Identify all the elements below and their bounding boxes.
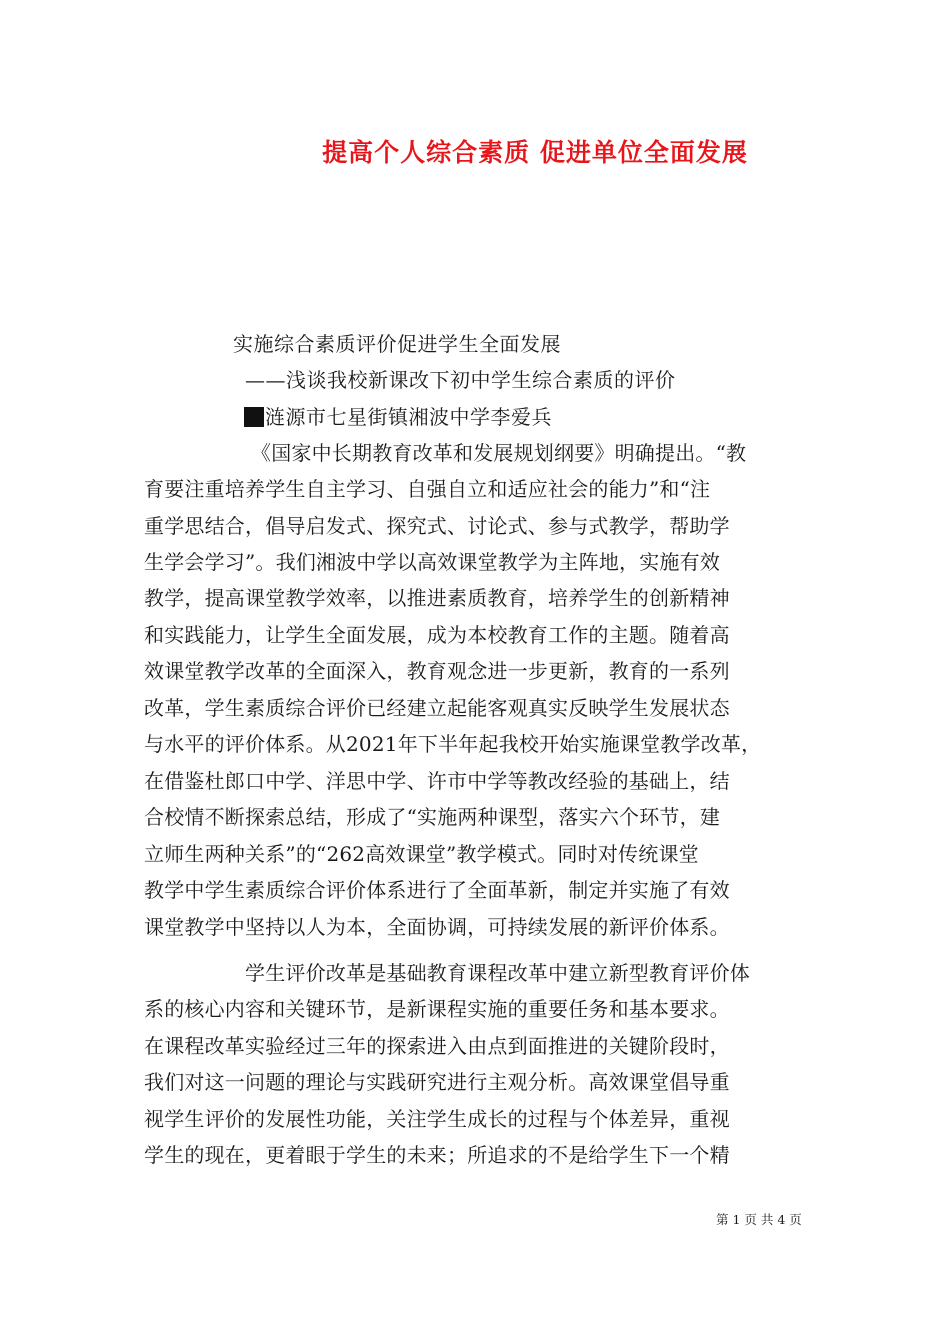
paragraph-line: 教学中学生素质综合评价体系进行了全面革新，制定并实施了有效 bbox=[144, 878, 730, 902]
paragraph-line: 学生的现在，更着眼于学生的未来；所追求的不是给学生下一个精 bbox=[144, 1143, 730, 1167]
document-subtitle: 实施综合素质评价促进学生全面发展 bbox=[233, 332, 561, 356]
paragraph-line: 效课堂教学改革的全面深入，教育观念进一步更新，教育的一系列 bbox=[144, 659, 730, 683]
paragraph-line: 我们对这一问题的理论与实践研究进行主观分析。高效课堂倡导重 bbox=[144, 1070, 730, 1094]
paragraph-line: 在课程改革实验经过三年的探索进入由点到面推进的关键阶段时， bbox=[144, 1034, 730, 1058]
document-title: 提高个人综合素质 促进单位全面发展 bbox=[322, 138, 748, 167]
paragraph-line: 和实践能力，让学生全面发展，成为本校教育工作的主题。随着高 bbox=[144, 623, 730, 647]
paragraph-line: 学生评价改革是基础教育课程改革中建立新型教育评价体 bbox=[245, 961, 750, 985]
paragraph-line: 《国家中长期教育改革和发展规划纲要》明确提出。“教 bbox=[251, 441, 747, 465]
paragraph-line: 合校情不断探索总结，形成了“实施两种课型，落实六个环节，建 bbox=[144, 805, 721, 829]
paragraph-line: 在借鉴杜郎口中学、洋思中学、许市中学等教改经验的基础上，结 bbox=[144, 769, 730, 793]
square-bullet-icon bbox=[244, 407, 264, 427]
paragraph-line: 系的核心内容和关键环节，是新课程实施的重要任务和基本要求。 bbox=[144, 997, 730, 1021]
paragraph-line: 教学，提高课堂教学效率，以推进素质教育，培养学生的创新精神 bbox=[144, 586, 730, 610]
author-name: 涟源市七星街镇湘波中学李爱兵 bbox=[265, 405, 552, 429]
paragraph-line: 与水平的评价体系。从2021年下半年起我校开始实施课堂教学改革， bbox=[144, 732, 762, 756]
document-subheading: ——浅谈我校新课改下初中学生综合素质的评价 bbox=[245, 368, 676, 392]
paragraph-line: 立师生两种关系”的“262高效课堂”教学模式。同时对传统课堂 bbox=[144, 842, 699, 866]
author-line bbox=[244, 401, 552, 430]
paragraph-line: 改革，学生素质综合评价已经建立起能客观真实反映学生发展状态 bbox=[144, 696, 730, 720]
paragraph-line: 课堂教学中坚持以人为本，全面协调，可持续发展的新评价体系。 bbox=[144, 915, 730, 939]
paragraph-line: 重学思结合，倡导启发式、探究式、讨论式、参与式教学，帮助学 bbox=[144, 514, 730, 538]
paragraph-line: 视学生评价的发展性功能，关注学生成长的过程与个体差异，重视 bbox=[144, 1107, 730, 1131]
page-footer: 第 1 页 共 4 页 bbox=[716, 1212, 802, 1227]
paragraph-line: 生学会学习”。我们湘波中学以高效课堂教学为主阵地，实施有效 bbox=[144, 550, 721, 574]
paragraph-line: 育要注重培养学生自主学习、自强自立和适应社会的能力”和“注 bbox=[144, 477, 711, 501]
